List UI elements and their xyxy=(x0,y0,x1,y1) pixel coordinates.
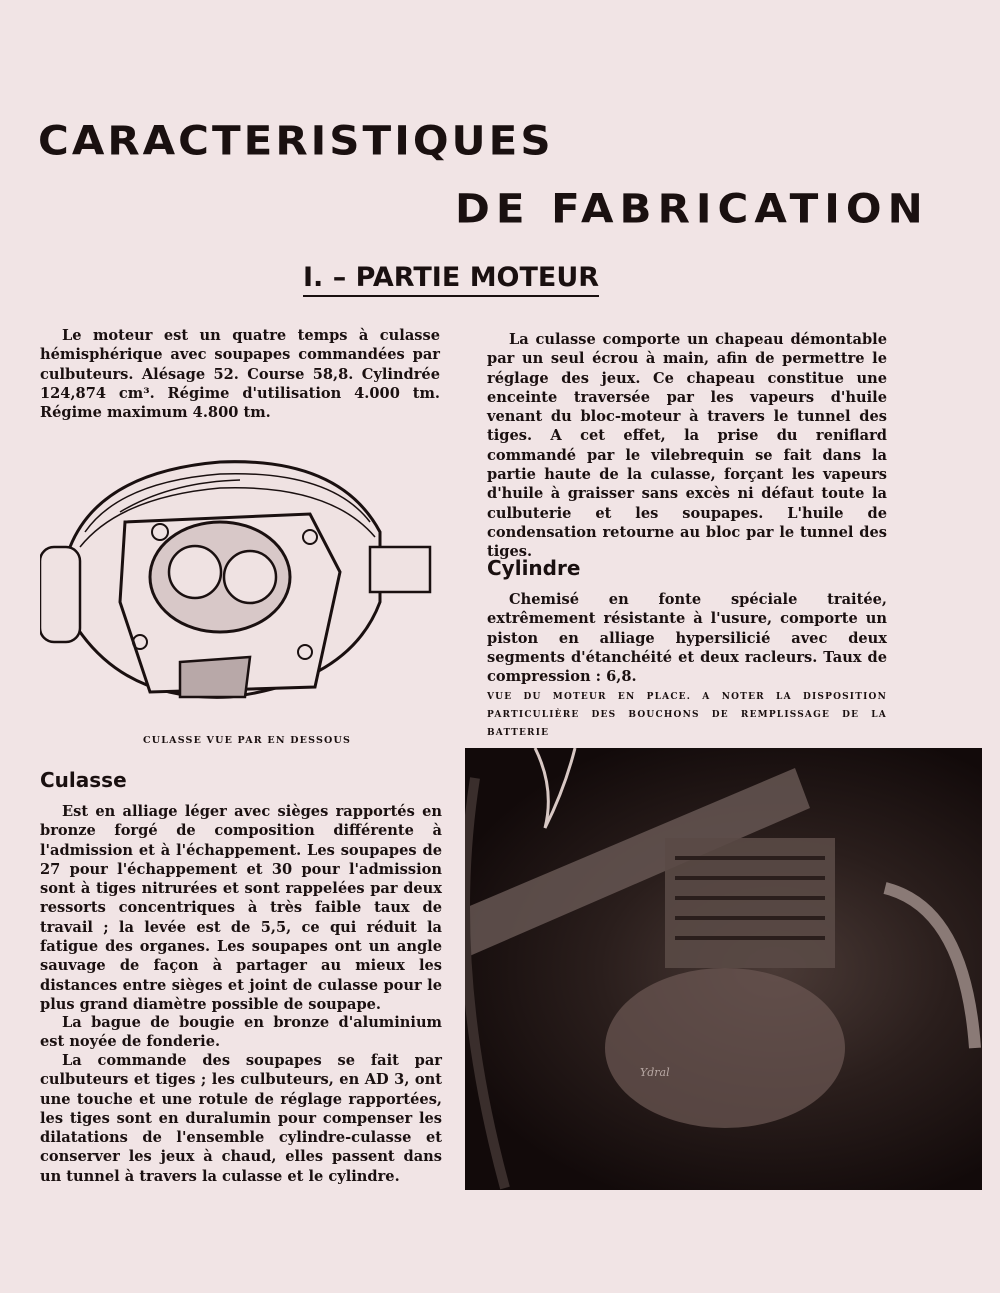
title-line-1: CARACTERISTIQUES xyxy=(38,117,554,164)
culasse-paragraph-2: La bague de bougie en bronze d'aluminium est noyée de fonderie. xyxy=(40,1014,442,1051)
engine-photo xyxy=(465,748,982,1190)
intro-paragraph: Le moteur est un quatre temps à culasse hémisphérique avec soupapes commandées par culbuteurs. Alésage 52. Course 58,8. Cylindrée 124,874 cm³. Régime d'utilisation 4.000 tm. Régime maximum 4.800 tm. xyxy=(40,327,440,422)
section-heading: I. – PARTIE MOTEUR xyxy=(303,262,599,297)
culasse-paragraph-1: Est en alliage léger avec sièges rapportés en bronze forgé de composition différente à l'admission et à l'échappement. Les soupapes de 27 pour l'échappement et 30 pour l'admission sont à tiges nitrurées et sont rappelées par deux ressorts concentriques à très faible taux de travail ; la levée est de 5,5, ce qui réduit la fatigue des organes. Les soupapes ont un angle sauvage de façon à partager au mieux les distances entre sièges et joint de culasse pour le plus grand diamètre possible de soupape. xyxy=(40,803,442,1013)
cylinder-head-drawing xyxy=(40,452,440,722)
photo-caption: VUE DU MOTEUR EN PLACE. A NOTER LA DISPOSITION PARTICULIÈRE DES BOUCHONS DE REMPLISSAGE DE LA BATTERIE xyxy=(487,692,887,738)
culasse-heading: Culasse xyxy=(40,768,127,792)
cylindre-heading: Cylindre xyxy=(487,556,581,580)
culasse-paragraph-3: La commande des soupapes se fait par culbuteurs et tiges ; les culbuteurs, en AD 3, ont une touche et une rotule de réglage rapportées, les tiges sont en duralumin pour compenser les dilatations de l'ensemble cylindre-culasse et conserver les jeux à chaud, elles passent dans un tunnel à travers la culasse et le cylindre. xyxy=(40,1052,442,1185)
engine-badge-text: Ydral xyxy=(640,1066,670,1079)
right-paragraph-1: La culasse comporte un chapeau démontable par un seul écrou à main, afin de permettre le réglage des jeux. Ce chapeau constitue une enceinte traversée par les vapeurs d'huile venant du bloc-moteur à travers le tunnel des tiges. A cet effet, la prise du reniflard commandé par le vilebrequin se fait dans la partie haute de la culasse, forçant les vapeurs d'huile à graisser sans excès ni défaut toute la culbuterie et les soupapes. L'huile de condensation retourne au bloc par le tunnel des tiges. xyxy=(487,331,887,561)
title-line-2: DE FABRICATION xyxy=(455,185,929,232)
cylindre-paragraph: Chemisé en fonte spéciale traitée, extrêmement résistante à l'usure, comporte un piston en alliage hypersilicié avec deux segments d'étanchéité et deux racleurs. Taux de compression : 6,8. xyxy=(487,591,887,686)
figure-caption: CULASSE VUE PAR EN DESSOUS xyxy=(143,735,352,746)
